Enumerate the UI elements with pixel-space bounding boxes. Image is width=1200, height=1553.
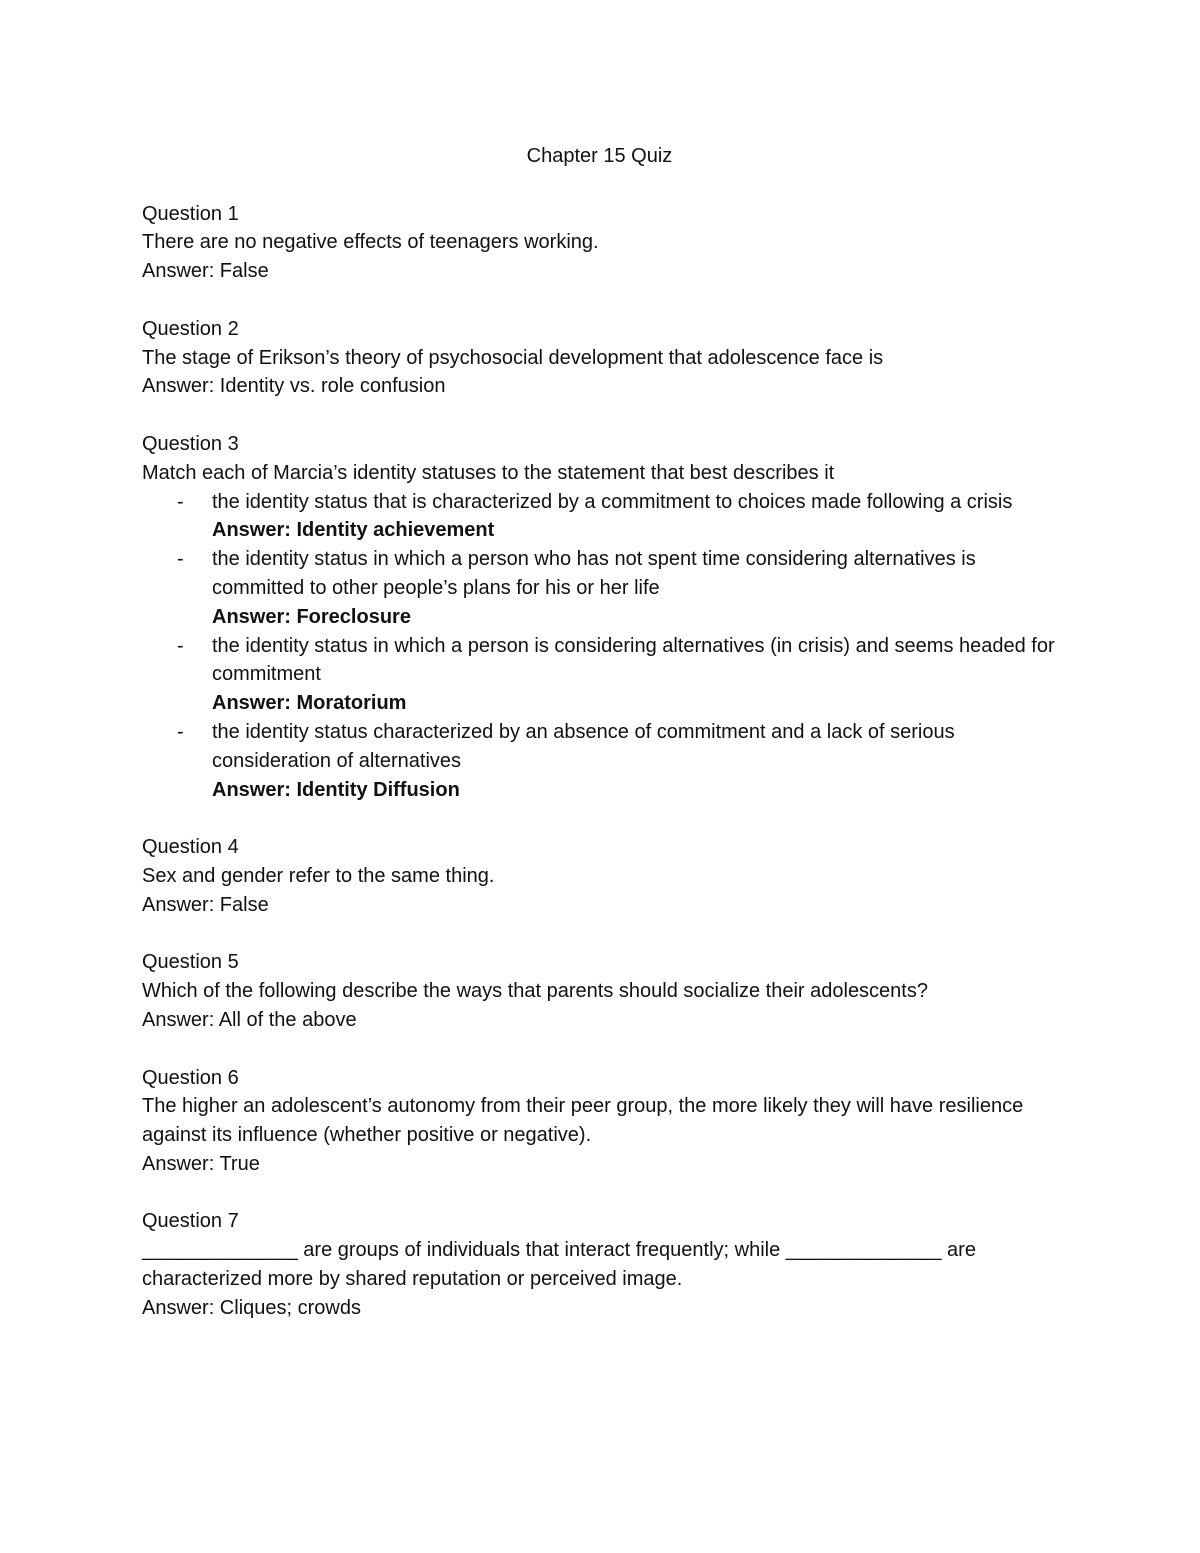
question-answer: Answer: False <box>142 893 269 916</box>
question-4 <box>142 833 1057 919</box>
question-answer: Answer: Identity vs. role confusion <box>142 375 446 398</box>
list-bullet: - <box>177 720 184 743</box>
question-3 <box>142 430 1057 804</box>
list-bullet: - <box>177 634 184 657</box>
question-answer: Answer: True <box>142 1152 260 1175</box>
list-item-answer: Answer: Moratorium <box>212 692 407 715</box>
list-item-text: the identity status characterized by an absence of commitment and a lack of serious consideration of alternatives <box>212 720 955 772</box>
question-text: There are no negative effects of teenagers working. <box>142 231 599 254</box>
question-text: Sex and gender refer to the same thing. <box>142 864 495 887</box>
question-label: Question 5 <box>142 951 239 974</box>
question-text: The stage of Erikson’s theory of psychosocial development that adolescence face is <box>142 346 884 369</box>
question-label: Question 4 <box>142 836 239 859</box>
list-bullet: - <box>177 490 184 513</box>
question-5 <box>142 948 1057 1034</box>
question-label: Question 2 <box>142 317 239 340</box>
question-1 <box>142 200 1057 286</box>
question-label: Question 7 <box>142 1210 239 1233</box>
list-item <box>142 632 1057 718</box>
question-text: Which of the following describe the ways that parents should socialize their adolescents? <box>142 980 928 1003</box>
question-2 <box>142 315 1057 401</box>
list-item <box>142 718 1057 804</box>
list-item-answer: Answer: Identity achievement <box>212 519 495 542</box>
question-answer: Answer: All of the above <box>142 1008 357 1031</box>
list-item-text: the identity status that is characterized by a commitment to choices made following a crisis <box>212 490 1013 513</box>
question-answer: Answer: False <box>142 260 269 283</box>
question-text: ______________ are groups of individuals that interact frequently; while ______________ are characterized more by shared reputation or perceived image. <box>142 1239 976 1291</box>
list-item-answer: Answer: Foreclosure <box>212 605 411 628</box>
question-answer: Answer: Cliques; crowds <box>142 1296 361 1319</box>
question-6 <box>142 1064 1057 1179</box>
list-item-text: the identity status in which a person who has not spent time considering alternatives is committed to other people’s plans for his or her life <box>212 548 976 599</box>
list-item-answer: Answer: Identity Diffusion <box>212 778 460 801</box>
question-label: Question 1 <box>142 202 239 225</box>
document-content <box>142 142 1057 1351</box>
question-text: Match each of Marcia’s identity statuses to the statement that best describes it <box>142 461 835 484</box>
question-label: Question 6 <box>142 1066 239 1089</box>
question-text: The higher an adolescent’s autonomy from their peer group, the more likely they will have resilience against its influence (whether positive or negative). <box>142 1095 1024 1147</box>
list-item <box>142 488 1057 546</box>
question-7 <box>142 1207 1057 1322</box>
list-item <box>142 545 1057 631</box>
page-title: Chapter 15 Quiz <box>526 145 673 167</box>
question-label: Question 3 <box>142 432 239 455</box>
list-bullet: - <box>177 548 184 571</box>
matching-list <box>142 488 1057 805</box>
list-item-text: the identity status in which a person is considering alternatives (in crisis) and seems headed for commitment <box>212 634 1055 686</box>
